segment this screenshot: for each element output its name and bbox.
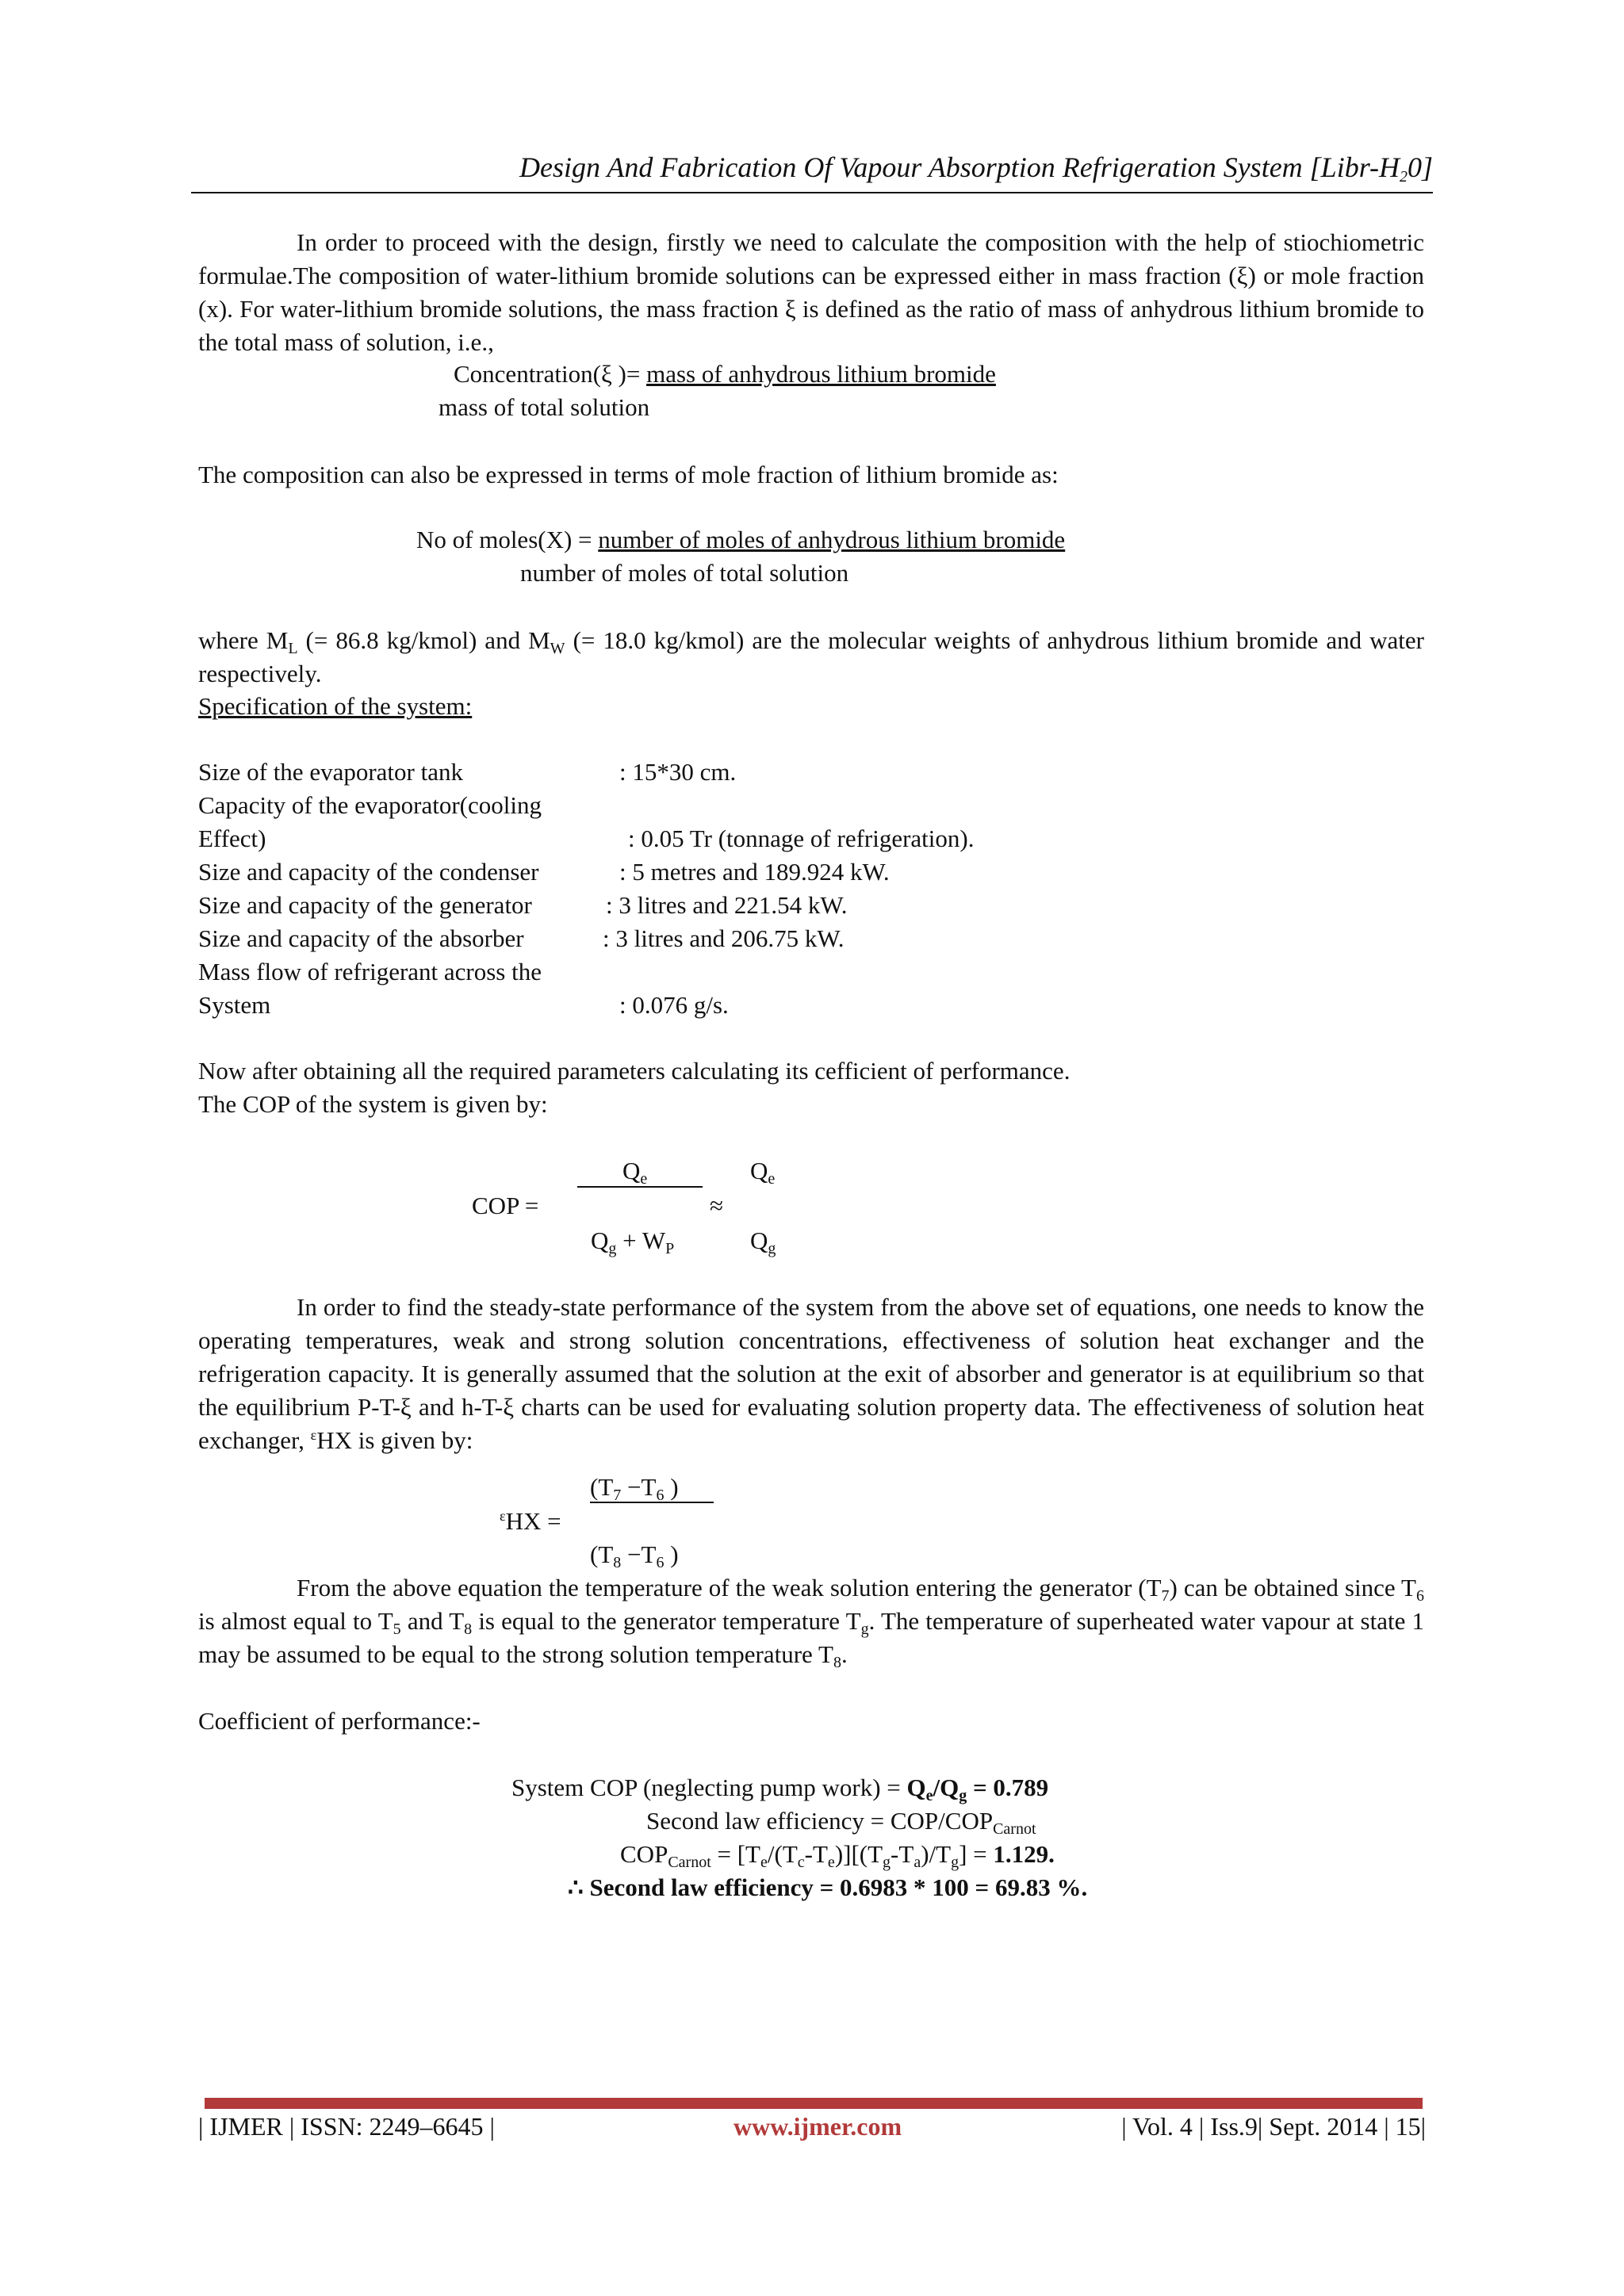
- hx-num-b: −T: [621, 1473, 657, 1501]
- header-subscript: 2: [1399, 168, 1408, 186]
- r3-c: /(T: [767, 1840, 798, 1868]
- cop-denominator: [591, 1224, 674, 1257]
- eq1-numerator: mass of anhydrous lithium bromide: [646, 360, 996, 388]
- r3-f: )][(T: [834, 1840, 883, 1868]
- eq2-numerator: number of moles of anhydrous lithium bromide: [598, 526, 1066, 553]
- cop-den-q: Q: [591, 1226, 609, 1254]
- eq2-denominator: number of moles of total solution: [520, 559, 849, 587]
- spec-value-0: : 15*30 cm.: [619, 758, 737, 786]
- cop-lhs: COP =: [472, 1192, 539, 1219]
- cop-den-plus: + W: [616, 1226, 666, 1254]
- hx-num-a-sub: 7: [613, 1487, 622, 1504]
- p6-epsilon: ε: [310, 1427, 317, 1443]
- paragraph-1-text: In order to proceed with the design, firstly we need to calculate the composition with the help of stiochiometric formulae.The composition of water-lithium bromide solutions can be expressed either in mass fraction (ξ) or mole fraction (x). For water-lithium bromide solutions, the mass fraction ξ is defined as the ratio of mass of anhydrous lithium bromide to the total mass of solution, i.e.,: [198, 228, 1424, 356]
- r3-j: ] =: [959, 1840, 994, 1868]
- spec-label-6: Mass flow of refrigerant across the: [198, 958, 542, 985]
- paragraph-5: The COP of the system is given by:: [198, 1090, 548, 1118]
- hx-den-a: (T: [590, 1540, 614, 1568]
- r3-val: 1.129.: [993, 1840, 1055, 1868]
- cop-right-denominator: [750, 1224, 776, 1257]
- r3-e2: e: [827, 1854, 835, 1871]
- hx-fraction-line: [590, 1502, 714, 1503]
- cop-r-den-q: Q: [750, 1226, 768, 1254]
- spec-value-7: : 0.076 g/s.: [619, 991, 729, 1019]
- p7-s5: 5: [393, 1621, 401, 1638]
- r1-val: = 0.789: [967, 1774, 1049, 1801]
- result-second-law-def: [646, 1804, 1036, 1838]
- eq2-lhs: No of moles(X) =: [416, 526, 599, 553]
- hx-den-c: ): [664, 1540, 679, 1568]
- p6-text: In order to find the steady-state performance of the system from the above set of equations, one needs to know the operating temperatures, weak and strong solution concentrations, effectiveness of solution heat exchanger and the refrigeration capacity. It is generally assumed that the solution at the exit of absorber and generator is at equilibrium so that the equilibrium P-T-ξ and h-T-ξ charts can be used for evaluating solution property data. The effectiveness of solution heat exchanger,: [198, 1293, 1424, 1454]
- footer-website-link[interactable]: www.ijmer.com: [733, 2112, 902, 2141]
- r3-g2: g: [951, 1854, 959, 1871]
- cop-approx: ≈: [710, 1192, 724, 1219]
- p7-s8b: 8: [833, 1654, 841, 1671]
- spec-value-2: : 0.05 Tr (tonnage of refrigeration).: [628, 825, 975, 852]
- hx-num-c: ): [664, 1473, 679, 1501]
- p7-f: . The temperature of superheated water vapour at state 1 may be assumed to be equal to the strong solution temperature T: [198, 1607, 1424, 1668]
- cop-num-q: Q: [622, 1157, 641, 1184]
- cop-den-p: P: [665, 1240, 675, 1257]
- p7-s6: 6: [1416, 1587, 1424, 1605]
- spec-label-5: Size and capacity of the absorber: [198, 924, 524, 952]
- spec-label-0: Size of the evaporator tank: [198, 758, 463, 786]
- r3-b: = [T: [710, 1840, 760, 1868]
- hx-den-b-sub: 6: [656, 1554, 665, 1571]
- spec-label-2: Effect): [198, 825, 266, 852]
- r2-sub: Carnot: [993, 1820, 1036, 1838]
- cop-numerator: [622, 1154, 647, 1188]
- r3-c1: c: [797, 1854, 805, 1871]
- r3-a: COP: [620, 1840, 668, 1868]
- spec-label-4: Size and capacity of the generator: [198, 891, 532, 919]
- r3-sub: Carnot: [668, 1854, 711, 1871]
- equation-concentration: [454, 358, 996, 391]
- p3-a: where M: [198, 626, 289, 654]
- p7-a: From the above equation the temperature of the weak solution entering the generator (T: [297, 1574, 1162, 1601]
- hx-epsilon: ε: [500, 1508, 506, 1524]
- hx-numerator: [590, 1471, 679, 1504]
- hx-num-b-sub: 6: [656, 1487, 665, 1504]
- hx-den-b: −T: [621, 1540, 657, 1568]
- paragraph-2: The composition can also be expressed in terms of mole fraction of lithium bromide as:: [198, 461, 1059, 488]
- hx-lhs: [500, 1505, 561, 1538]
- equation-mole-fraction: [416, 523, 1065, 557]
- header-rule: [191, 192, 1433, 193]
- footer-journal: | IJMER | ISSN: 2249–6645 |: [198, 2112, 495, 2141]
- cop-fraction-line: [577, 1186, 703, 1188]
- r3-a1: a: [914, 1854, 921, 1871]
- r1-slash: /Q: [933, 1774, 959, 1801]
- spec-value-4: : 3 litres and 221.54 kW.: [606, 891, 848, 919]
- p3-mw-sub: W: [550, 640, 565, 657]
- hx-lhs-text: HX =: [505, 1507, 561, 1535]
- paragraph-3: [198, 624, 1424, 691]
- spec-value-3: : 5 metres and 189.924 kW.: [619, 858, 890, 886]
- cop-r-den-sub: g: [768, 1240, 776, 1257]
- cop-r-num-sub: e: [768, 1170, 776, 1188]
- r3-i: )/T: [921, 1840, 952, 1868]
- result-second-law-efficiency: ∴ Second law efficiency = 0.6983 * 100 = 69.83 %.: [568, 1873, 1088, 1901]
- header-text-end: 0]: [1407, 151, 1433, 183]
- p6-end: HX is given by:: [316, 1426, 473, 1454]
- spec-label-7: System: [198, 991, 271, 1019]
- hx-num-a: (T: [590, 1473, 614, 1501]
- p7-d: and T: [400, 1607, 465, 1635]
- r2-a: Second law efficiency = COP/COP: [646, 1807, 994, 1835]
- p7-b: ) can be obtained since T: [1169, 1574, 1416, 1601]
- eq1-lhs: Concentration(ξ )=: [454, 360, 647, 388]
- hx-denominator: [590, 1538, 679, 1571]
- r1-e: e: [925, 1787, 933, 1804]
- paragraph-4: Now after obtaining all the required parameters calculating its cefficient of performance.: [198, 1057, 1071, 1085]
- r3-d: -T: [804, 1840, 828, 1868]
- eq1-denominator: mass of total solution: [439, 393, 650, 421]
- running-header: [0, 149, 1433, 186]
- p7-c: is almost equal to T: [198, 1607, 393, 1635]
- p7-e: is equal to the generator temperature T: [472, 1607, 861, 1635]
- cop-r-num-q: Q: [750, 1157, 768, 1184]
- spec-label-1: Capacity of the evaporator(cooling: [198, 791, 542, 819]
- r3-h: -T: [891, 1840, 914, 1868]
- p7-s7: 7: [1161, 1587, 1170, 1605]
- p3-c: (= 18.0 kg/kmol) are the molecular weights of anhydrous lithium bromide and water respectively.: [198, 626, 1424, 687]
- spec-heading: Specification of the system:: [198, 692, 473, 720]
- r1-g: g: [959, 1787, 967, 1804]
- r1-a: System COP (neglecting pump work) =: [511, 1774, 907, 1801]
- cop-den-g: g: [608, 1240, 617, 1257]
- p3-ml-sub: L: [288, 640, 298, 657]
- r3-g1: g: [883, 1854, 891, 1871]
- cop-right-numerator: [750, 1154, 775, 1188]
- spec-label-3: Size and capacity of the condenser: [198, 858, 539, 886]
- paragraph-8: Coefficient of performance:-: [198, 1707, 481, 1735]
- header-text: Design And Fabrication Of Vapour Absorption Refrigeration System [Libr-H: [519, 151, 1400, 183]
- paragraph-6: [198, 1291, 1424, 1457]
- p7-sg: g: [860, 1621, 869, 1638]
- spec-value-5: : 3 litres and 206.75 kW.: [603, 924, 845, 952]
- cop-num-sub: e: [640, 1170, 648, 1188]
- result-cop-carnot: [620, 1838, 1055, 1871]
- result-system-cop: [511, 1771, 1048, 1804]
- paragraph-1: [198, 226, 1424, 359]
- hx-den-a-sub: 8: [613, 1554, 622, 1571]
- p7-s8: 8: [464, 1621, 473, 1638]
- r1-q1: Q: [906, 1774, 926, 1801]
- footer-volume-page: | Vol. 4 | Iss.9| Sept. 2014 | 15|: [1121, 2112, 1426, 2141]
- r3-e1: e: [760, 1854, 768, 1871]
- p7-g: .: [841, 1640, 848, 1668]
- paragraph-7: [198, 1571, 1424, 1671]
- footer-rule: [205, 2098, 1423, 2109]
- p3-b: (= 86.8 kg/kmol) and M: [297, 626, 550, 654]
